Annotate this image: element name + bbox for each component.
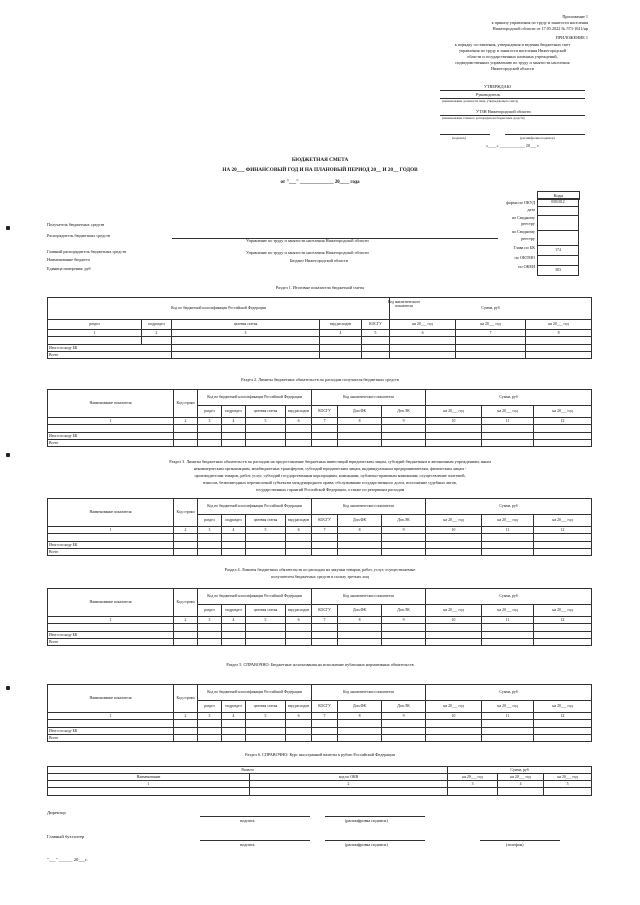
accountant-decode-caption: (расшифровка подписи) <box>345 842 388 847</box>
binder-mark <box>6 226 10 230</box>
attachment-line-3: Нижегородской области от 17.05.2022 № 573-1021/нр <box>492 26 588 31</box>
approve-label: УТВЕРЖДАЮ <box>484 84 511 89</box>
accountant-sign-caption: подпись <box>240 842 255 847</box>
section-3-title-3: производителям товаров, работ, услуг, субсидий государственным корпорациям, компаниям, публично-правовым компаниям; осуществление платежей, <box>194 473 466 478</box>
section-3-table: Наименование показателя Код строки Код по бюджетной классификации Российской Федерации Код аналитического показателя Сумма, руб раздел подраздел целевая статья вид расходов КОСГУ Доп.ФК Доп.ЭК на 20___ год на 20___ год на 20___ год 1 2 3 4 5 6 7 8 9 10 11 12 Итого по коду БК Всего <box>47 498 592 556</box>
distributor-label: Распорядитель бюджетных средств <box>47 233 110 238</box>
svod-label-1: по Сводному <box>511 215 535 220</box>
attachment-line-1: Приложение 1 <box>562 14 588 19</box>
bk-label: Глава по БК <box>513 245 535 250</box>
section-2-table: Наименование показателя Код строки Код по бюджетной классификации Российской Федерации Код аналитического показателя Сумма, руб раздел подраздел целевая статья вид расходов КОСГУ Доп.ФК Доп.ЭК на 20___ год на 20___ год на 20___ год 1 2 3 4 5 6 7 8 9 10 11 12 Итого по коду БК Всего <box>47 389 592 447</box>
section-6-title: Раздел 6. СПРАВОЧНО: Курс иностранной валюты к рублю Российской Федерации <box>245 752 395 757</box>
attachment-line-2: к приказу управления по труду и занятости населения <box>491 20 588 25</box>
attachment-line-9: Нижегородской области <box>491 66 534 71</box>
org-name: УТЗН Нижегородской области <box>476 109 531 114</box>
okei-code: 383 <box>538 266 579 276</box>
oktmo-label: по ОКТМО <box>514 255 535 260</box>
org-caption: (наименование главного распорядителя бюджетных средств) <box>442 116 525 120</box>
approve-date: «____» ____________ 20___ г. <box>486 143 540 148</box>
section-2-title: Раздел 2. Лимиты бюджетных обязательств по расходам получателя бюджетных средств <box>241 377 399 382</box>
codes-table <box>537 198 579 276</box>
budget-label: Наименование бюджета <box>47 257 90 262</box>
binder-mark <box>6 686 10 690</box>
section-4-table: Наименование показателя Код строки Код по бюджетной классификации Российской Федерации Код аналитического показателя Сумма, руб раздел подраздел целевая статья вид расходов КОСГУ Доп.ФК Доп.ЭК на 20___ год на 20___ год на 20___ год 1 2 3 4 5 6 7 8 9 10 11 12 Итого по коду БК Всего <box>47 588 592 646</box>
svod-label-2: реестру <box>521 221 535 226</box>
okud-code: 0501012 <box>538 199 579 207</box>
section-1-analytic-header: Код аналитического показателя <box>387 300 421 309</box>
distributor-value: Управление по труду и занятости населения Нижегородской области <box>246 238 369 243</box>
doc-title: БЮДЖЕТНАЯ СМЕТА <box>291 157 349 163</box>
main-distributor-label: Главный распорядитель бюджетных средств <box>47 249 127 254</box>
okud-label: форма по ОКУД <box>506 200 535 205</box>
director-decode-caption: (расшифровка подписи) <box>345 818 388 823</box>
section-1-title: Раздел 1. Итоговые показатели бюджетной сметы <box>275 285 365 290</box>
attachment-line-5: к порядку составления, утверждения и ведения бюджетных смет <box>454 42 571 47</box>
attachment-line-6: управления по труду и занятости населения Нижегородской <box>458 48 567 53</box>
sign-caption: (подпись) <box>452 136 467 140</box>
okei-label: по ОКЕИ <box>518 264 535 269</box>
svod-code <box>538 216 579 231</box>
codes-header: Коды <box>537 191 580 200</box>
head-label: Руководитель <box>476 92 501 97</box>
director-label: Директор <box>47 810 66 815</box>
section-5-title: Раздел 5. СПРАВОЧНО: Бюджетные ассигнования на исполнение публичных нормативных обязательств <box>226 662 414 667</box>
bk-code: 174 <box>538 246 579 256</box>
doc-date-line: от "___" ______________ 20____ года <box>280 180 360 185</box>
attachment-line-4: ПРИЛОЖЕНИЕ 1 <box>555 35 588 40</box>
doc-subtitle: НА 20___ ФИНАНСОВЫЙ ГОД И НА ПЛАНОВЫЙ ПЕРИОД 20__ И 20__ ГОДОВ <box>222 167 418 173</box>
section-5-table: Наименование показателя Код строки Код по бюджетной классификации Российской Федерации Код аналитического показателя Сумма, руб раздел подраздел целевая статья вид расходов КОСГУ Доп.ФК Доп.ЭК на 20___ год на 20___ год на 20___ год 1 2 3 4 5 6 7 8 9 10 11 12 Итого по коду БК Всего <box>47 684 592 742</box>
section-4-title-2: получателем бюджетных средств в пользу третьих лиц <box>271 574 369 579</box>
date-code <box>538 207 579 216</box>
recipient-label: Получатель бюджетных средств <box>47 222 105 227</box>
svod2-label-1: по Сводному <box>511 229 535 234</box>
chief-accountant-label: Главный бухгалтер <box>47 834 85 839</box>
section-3-title-4: взносов, безвозмездных перечислений субъектам международного права; обслуживание государственного долга, исполнение судебных актов, <box>203 480 457 485</box>
budget-value: Бюджет Нижегородской области <box>290 258 348 263</box>
section-6-table: Валюта Сумма, руб Наименование код по ОКВ на 20___ год на 20___ год на 20___ год 1 2 3 4 5 <box>47 766 592 796</box>
section-1-table: Код по бюджетной классификации Российской Федерации Сумма, руб раздел подраздел целевая статья вид расходов КОСГУ на 20___ год на 20___ год на 20___ год 1 2 3 4 5 6 7 8 Итого по коду БК Всего <box>47 297 592 359</box>
attachment-line-7: области и государственных казенных учреждений, <box>467 54 558 59</box>
unit-label: Единица измерения: руб <box>47 266 91 271</box>
section-4-title-1: Раздел 4. Лимиты бюджетных обязательств по расходам на закупки товаров, работ, услуг, осуществляемые <box>224 567 416 572</box>
phone-caption: (телефон) <box>506 842 524 847</box>
svod2-label-2: реестру <box>521 236 535 241</box>
section-3-title-5: государственных гарантий Российской Федерации, а также по резервным расходам <box>255 487 405 492</box>
attachment-line-8: подведомственных управлению по труду и занятости населения <box>455 60 570 65</box>
decode-caption: (расшифровка подписи) <box>520 136 555 140</box>
section-3-title-1: Раздел 3. Лимиты бюджетных обязательств по расходам на предоставление бюджетных инвестиций юридическим лицам, субсидий бюджетным и автономным учреждениям, иным <box>169 459 491 464</box>
head-caption: (наименование должности лица, утверждающего смету) <box>442 99 519 103</box>
date-label: дата <box>527 207 535 212</box>
director-sign-caption: подпись <box>240 818 255 823</box>
footer-date: "___" ______ 20___г. <box>47 857 88 862</box>
section-3-title-2: некоммерческим организациям, межбюджетных трансфертов, субсидий юридическим лицам, индивидуальным предпринимателям, физическим лицам - <box>193 466 467 471</box>
svod2-code <box>538 231 579 246</box>
main-distributor-value: Управление по труду и занятости населения Нижегородской области <box>246 250 369 255</box>
oktmo-code <box>538 256 579 266</box>
binder-mark <box>6 453 10 457</box>
